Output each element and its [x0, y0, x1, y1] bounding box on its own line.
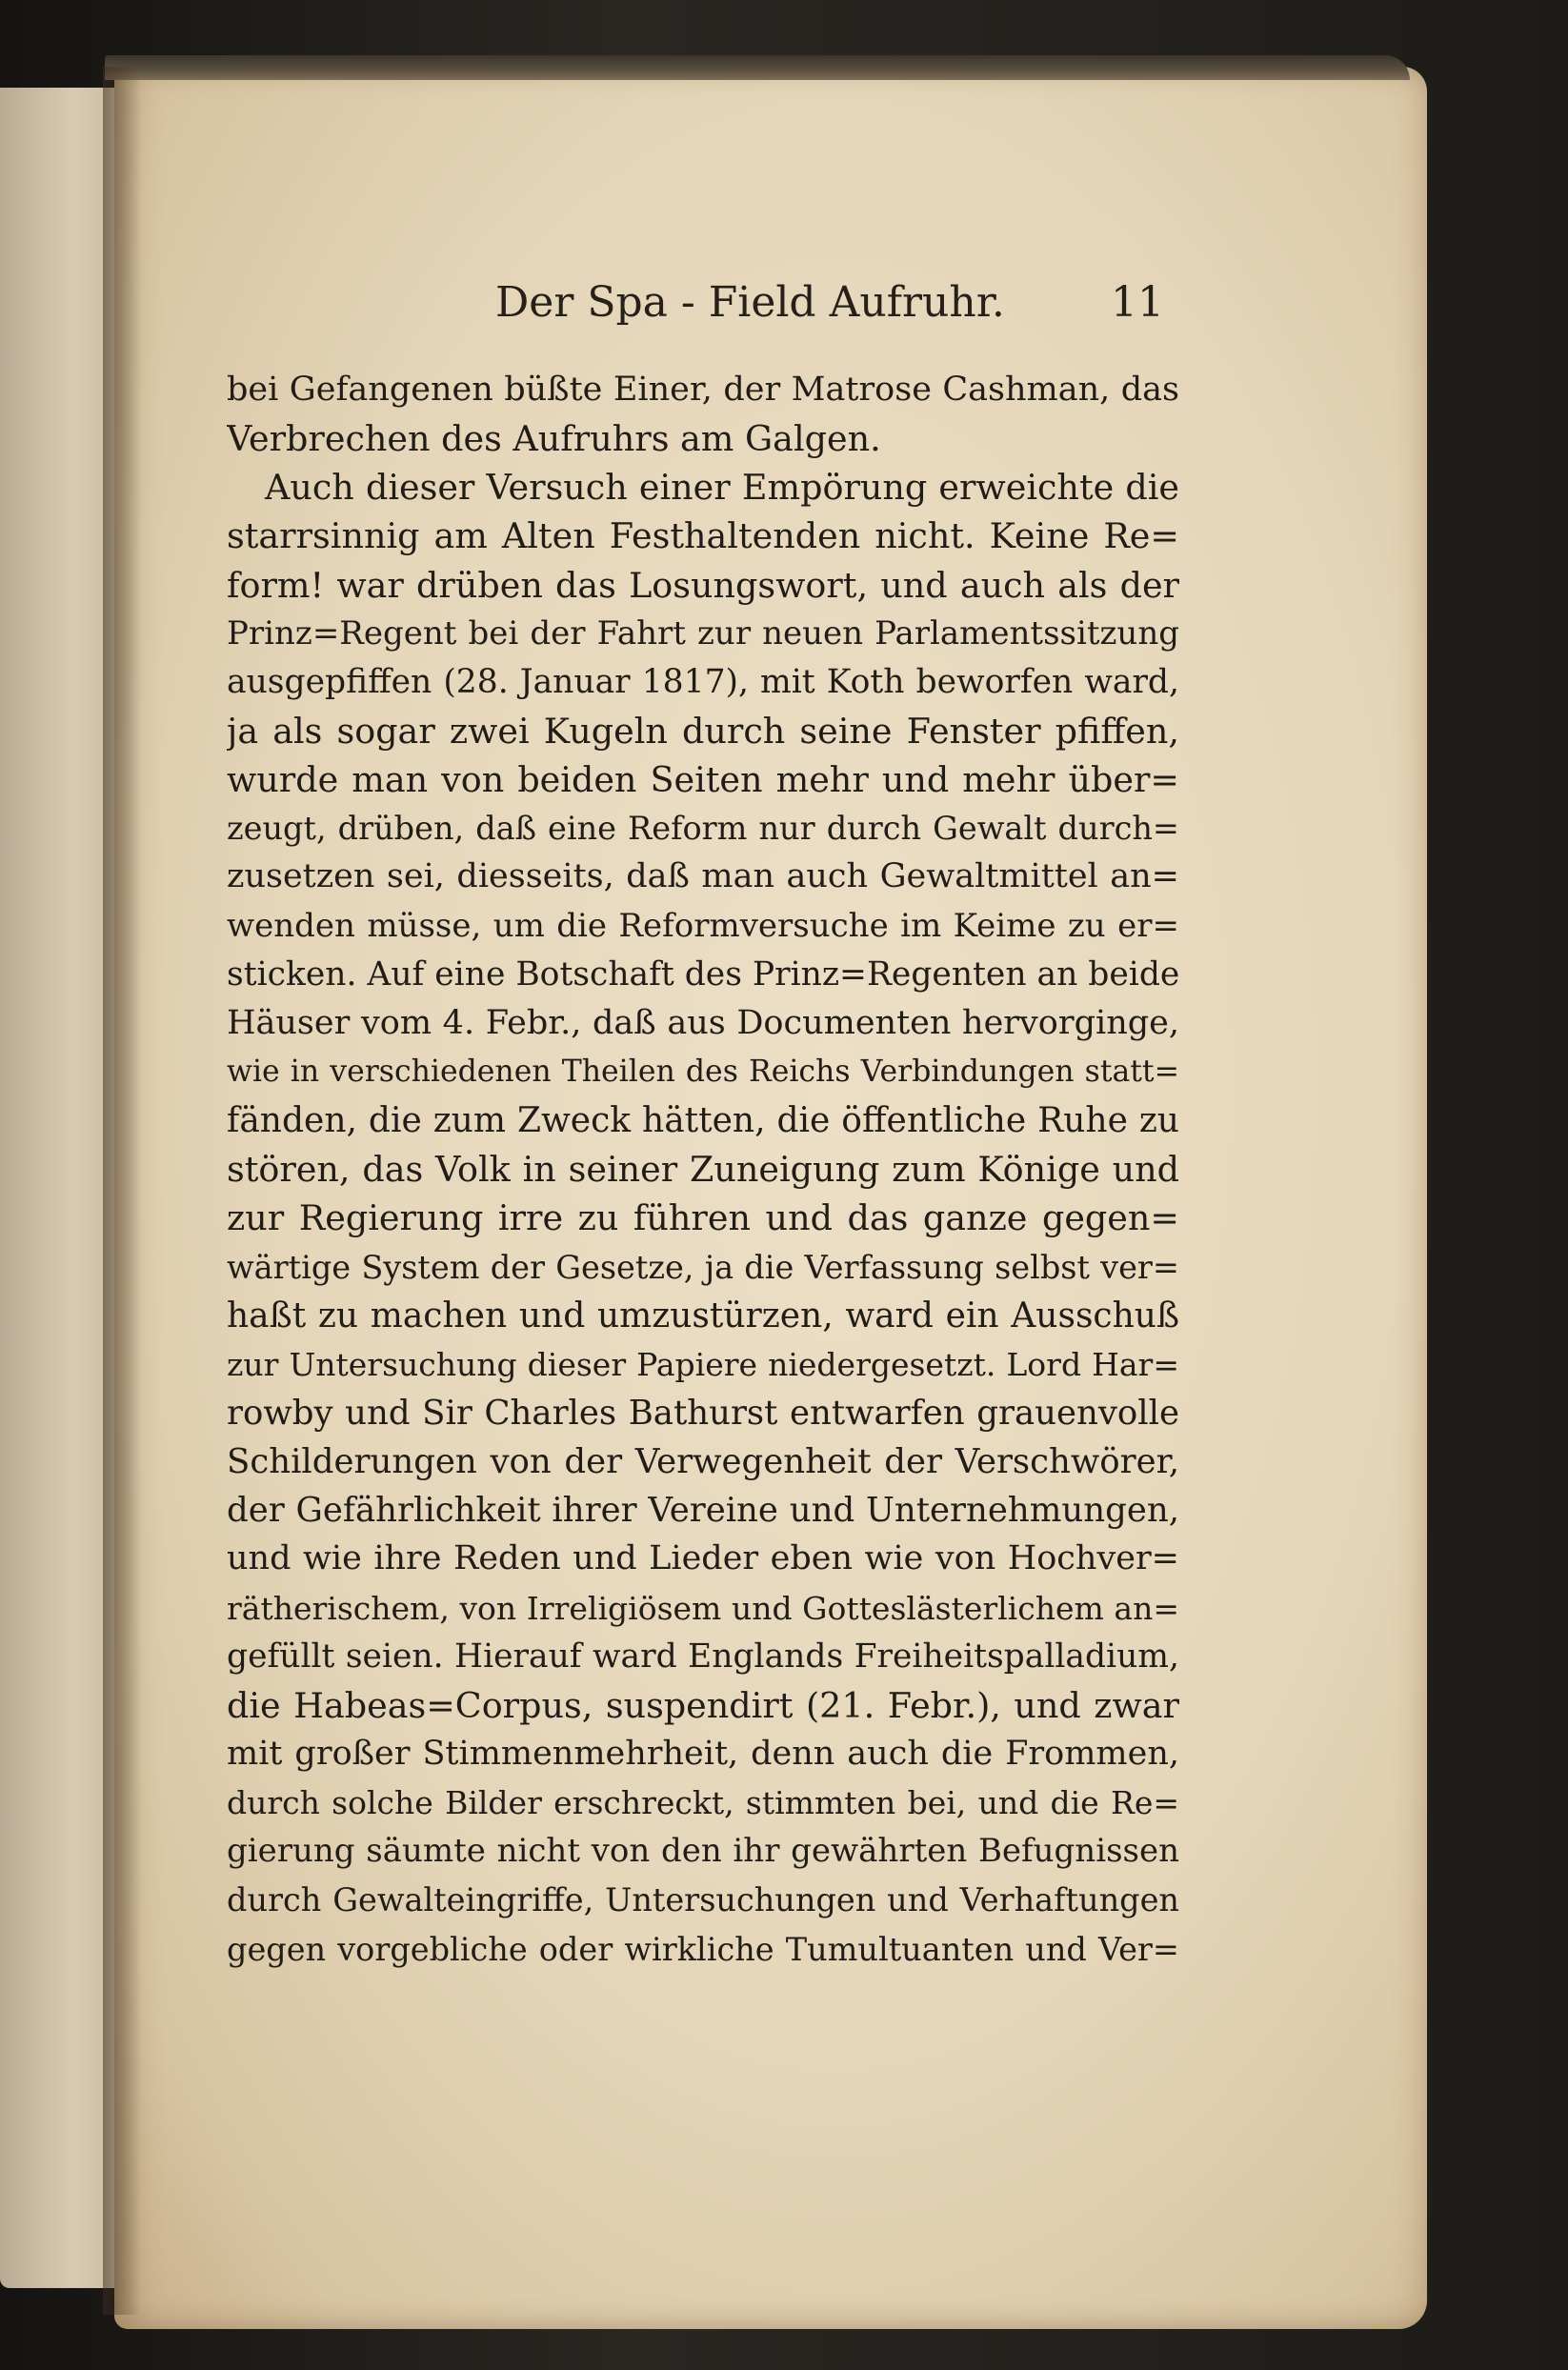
- text-line: Auch dieser Versuch einer Empörung erweichte die: [265, 467, 1179, 509]
- text-line: zeugt, drüben, daß eine Reform nur durch Gewalt durch=: [227, 810, 1179, 848]
- text-line: form! war drüben das Losungswort, und auch als der: [227, 564, 1179, 606]
- text-line: die Habeas=Corpus, suspendirt (21. Febr.), und zwar: [227, 1684, 1179, 1726]
- text-line: zusetzen sei, diesseits, daß man auch Gewaltmittel an=: [227, 857, 1179, 896]
- text-line: starrsinnig am Alten Festhaltenden nicht. Keine Re=: [227, 515, 1179, 557]
- text-line: haßt zu machen und umzustürzen, ward ein Ausschuß: [227, 1295, 1179, 1336]
- text-line: ja als sogar zwei Kugeln durch seine Fenster pfiffen,: [227, 710, 1179, 752]
- text-line: rowby und Sir Charles Bathurst entwarfen grauenvolle: [227, 1393, 1179, 1433]
- text-line: mit großer Stimmenmehrheit, denn auch die Frommen,: [227, 1734, 1179, 1773]
- text-line: zur Regierung irre zu führen und das ganze gegen=: [227, 1197, 1179, 1239]
- text-line: wenden müsse, um die Reformversuche im Keime zu er=: [227, 906, 1179, 945]
- text-line: Schilderungen von der Verwegenheit der Verschwörer,: [227, 1442, 1179, 1482]
- text-line: rätherischem, von Irreligiösem und Gotteslästerlichem an=: [227, 1589, 1179, 1627]
- page-body-text: [227, 366, 1179, 1974]
- text-line: der Gefährlichkeit ihrer Vereine und Unternehmungen,: [227, 1491, 1179, 1531]
- spine-shadow: [103, 67, 141, 2315]
- text-line: wärtige System der Gesetze, ja die Verfassung selbst ver=: [227, 1248, 1179, 1286]
- text-line: bei Gefangenen büßte Einer, der Matrose Cashman, das: [227, 371, 1179, 409]
- book-top-edge: [105, 55, 1410, 80]
- running-title: Der Spa - Field Aufruhr.: [495, 278, 1005, 327]
- page-number: 11: [1111, 278, 1164, 327]
- text-line: fänden, die zum Zweck hätten, die öffentliche Ruhe zu: [227, 1101, 1179, 1141]
- text-line: zur Untersuchung dieser Papiere niedergesetzt. Lord Har=: [227, 1345, 1179, 1383]
- text-line: stören, das Volk in seiner Zuneigung zum Könige und: [227, 1149, 1179, 1191]
- text-line: sticken. Auf eine Botschaft des Prinz=Regenten an beide: [227, 954, 1179, 994]
- text-line: durch solche Bilder erschreckt, stimmten bei, und die Re=: [227, 1784, 1179, 1822]
- text-line: durch Gewalteingriffe, Untersuchungen und Verhaftungen: [227, 1881, 1179, 1919]
- text-line: und wie ihre Reden und Lieder eben wie von Hochver=: [227, 1539, 1179, 1578]
- text-line: wie in verschiedenen Theilen des Reichs Verbindungen statt=: [227, 1054, 1179, 1089]
- text-line: wurde man von beiden Seiten mehr und mehr über=: [227, 759, 1179, 801]
- text-line: Verbrechen des Aufruhrs am Galgen.: [227, 418, 881, 460]
- text-line: gegen vorgebliche oder wirkliche Tumultuanten und Ver=: [227, 1930, 1179, 1968]
- running-header: [229, 278, 1181, 326]
- text-line: Prinz=Regent bei der Fahrt zur neuen Parlamentssitzung: [227, 613, 1179, 653]
- text-line: ausgepfiffen (28. Januar 1817), mit Koth beworfen ward,: [227, 662, 1179, 701]
- text-line: gierung säumte nicht von den ihr gewährten Befugnissen: [227, 1832, 1179, 1871]
- text-line: Häuser vom 4. Febr., daß aus Documenten hervorginge,: [227, 1003, 1179, 1042]
- text-line: gefüllt seien. Hierauf ward Englands Freiheitspalladium,: [227, 1637, 1179, 1676]
